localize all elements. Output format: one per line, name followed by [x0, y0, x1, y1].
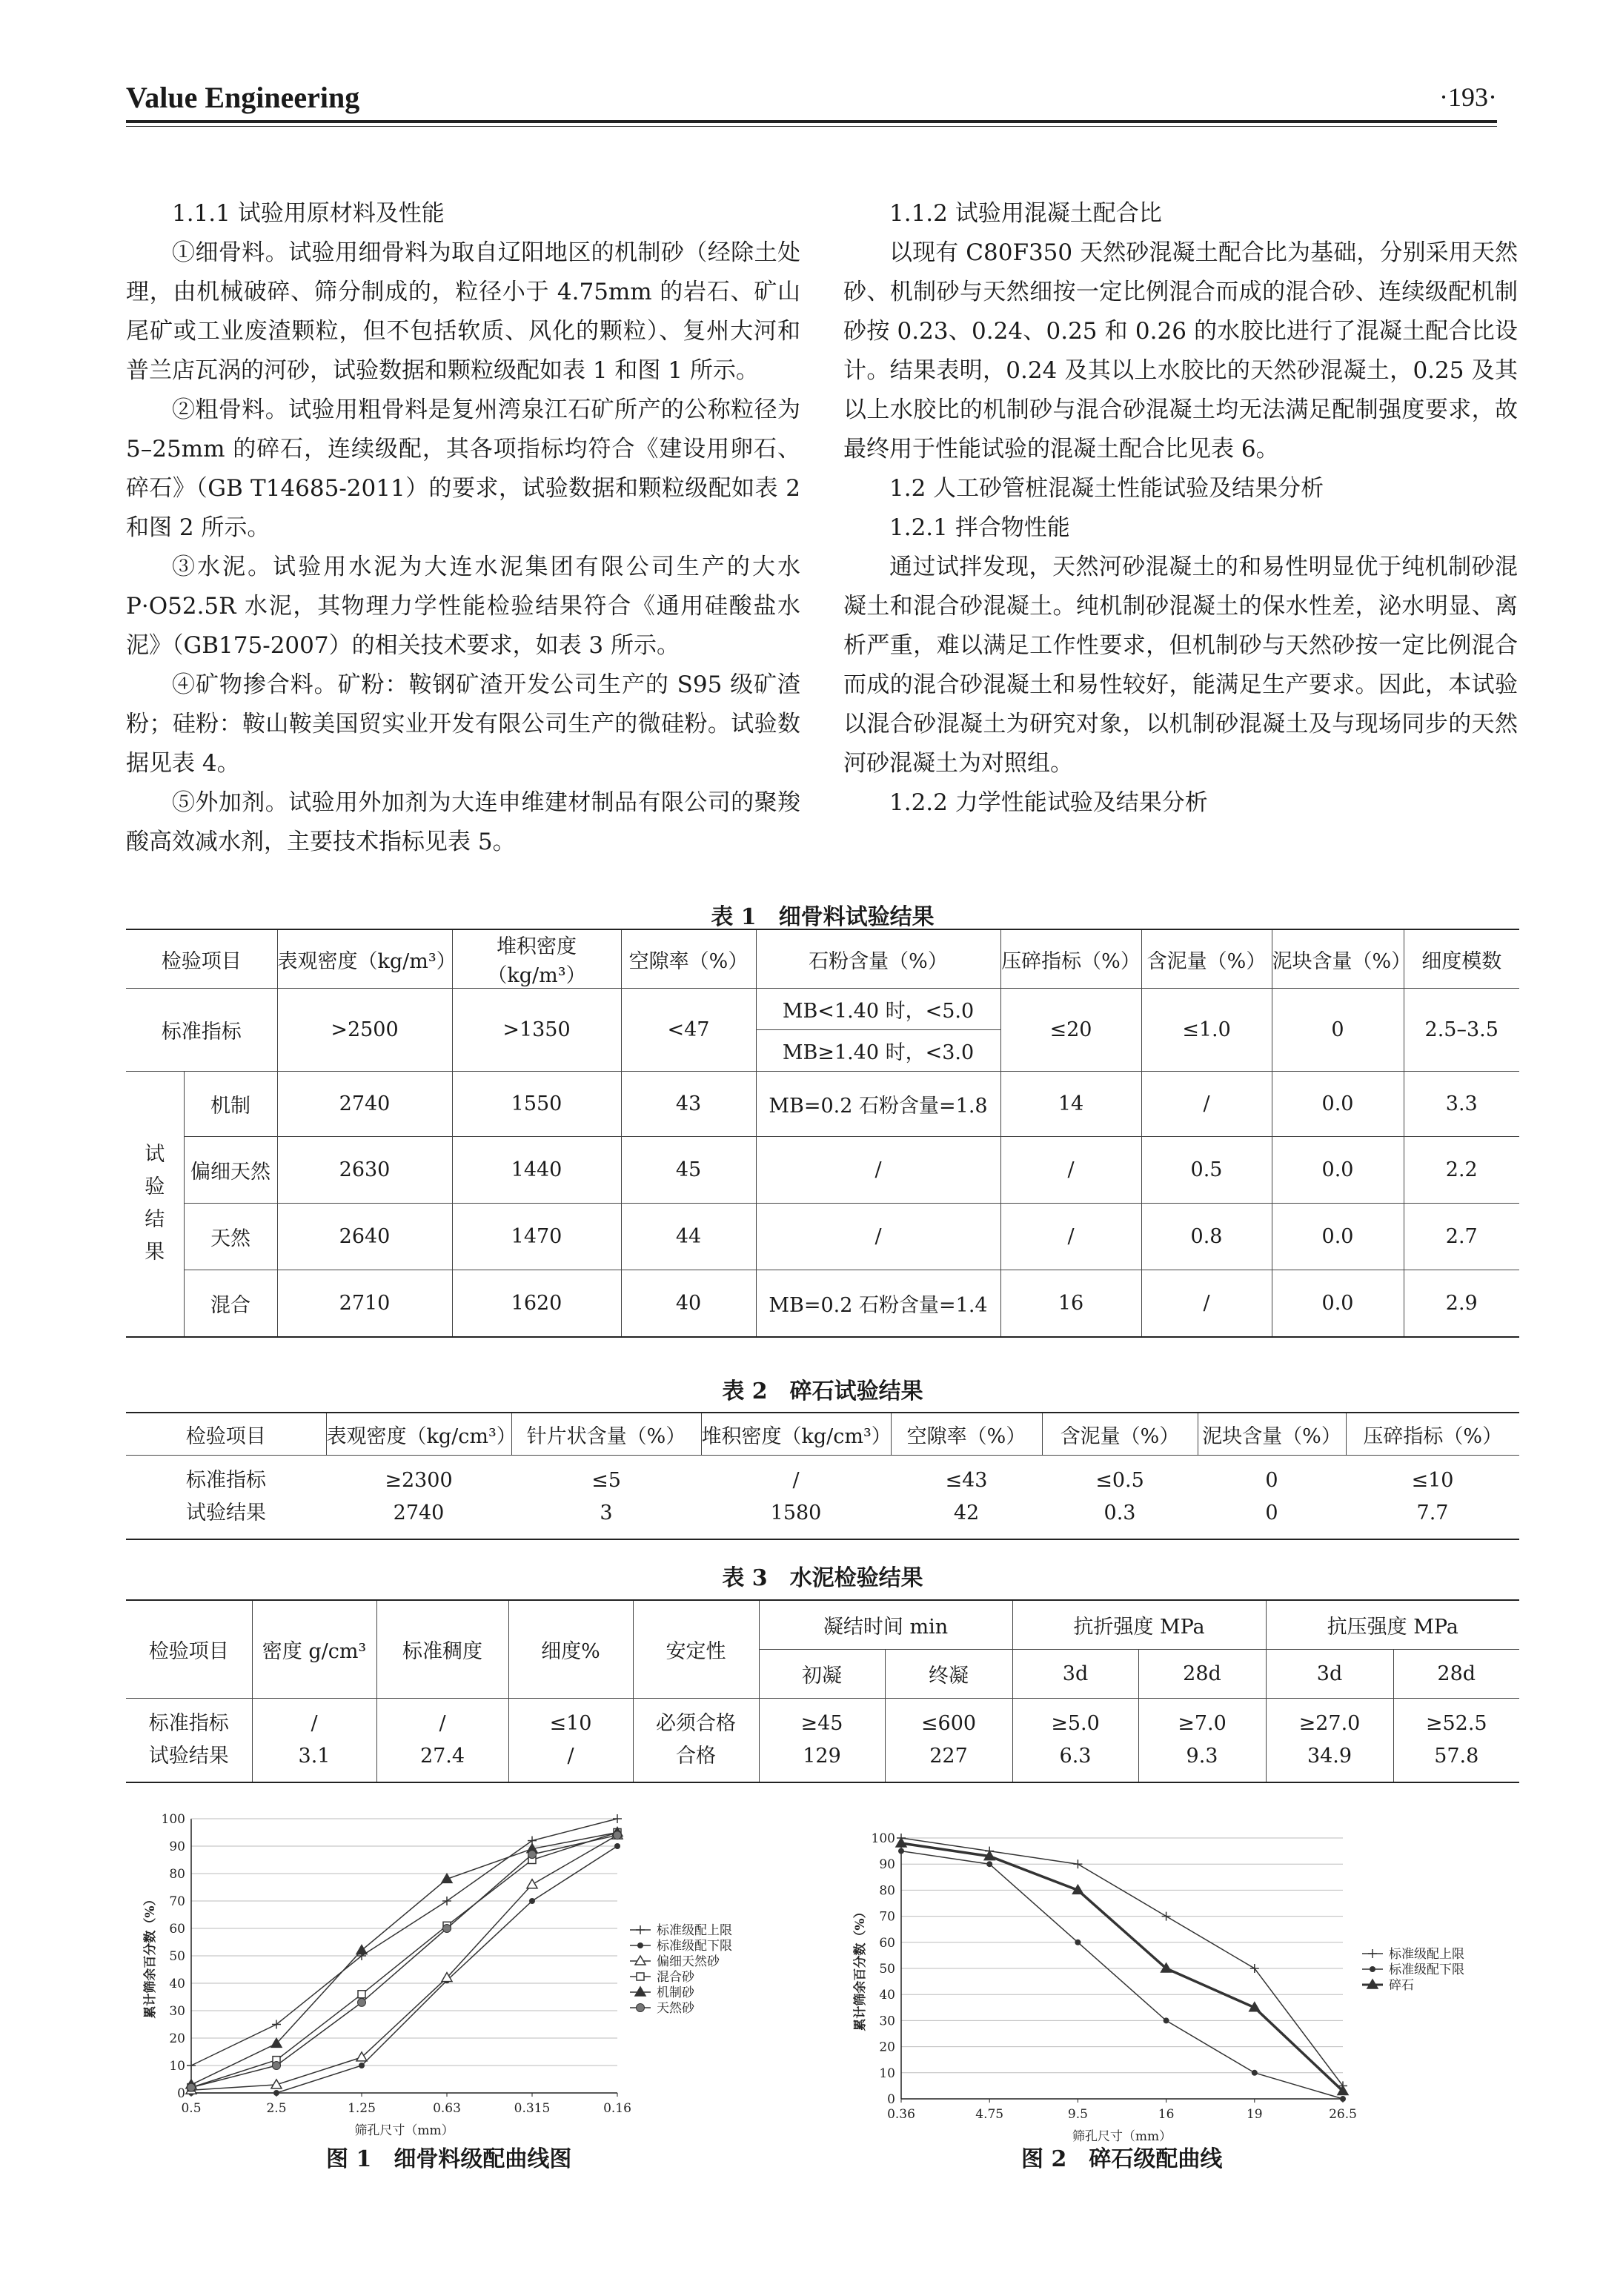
data-point [1250, 1964, 1259, 1973]
table-cell: ≥27.0 [1266, 1698, 1393, 1740]
table-cell: 1550 [452, 1072, 621, 1137]
table-cell: 0.0 [1272, 1204, 1404, 1270]
table-cell: 0.8 [1141, 1204, 1272, 1270]
header-rule-thick [126, 120, 1497, 123]
section-heading-1-2: 1.2 人工砂管桩混凝土性能试验及结果分析 [889, 475, 1324, 502]
data-point [529, 1898, 535, 1904]
data-point [1073, 1859, 1082, 1868]
y-tick-label: 60 [879, 1935, 895, 1951]
table-cell: <47 [621, 989, 756, 1072]
table-cell: 3 [600, 1502, 613, 1524]
table-header-cell: 泥块含量（%） [1272, 929, 1404, 989]
table-header-cell: 堆积密度（kg/m³） [452, 929, 621, 989]
y-axis-label: 累计筛余百分数（%） [143, 1893, 158, 2019]
y-tick-label: 30 [169, 2004, 185, 2019]
series-line [191, 1833, 617, 2085]
table-cell: 0.0 [1272, 1137, 1404, 1204]
data-point [442, 1897, 451, 1905]
data-point [443, 1925, 451, 1933]
table-header-cell: 检验项目 [126, 1600, 252, 1698]
table-header-cell: 标准稠度 [376, 1600, 508, 1698]
figure2-crushed-stone-grading-chart [837, 1808, 1519, 2144]
x-tick-label: 19 [1246, 2107, 1263, 2122]
y-tick-label: 0 [177, 2086, 185, 2101]
y-tick-label: 70 [169, 1894, 185, 1909]
table-cell: 227 [885, 1740, 1012, 1782]
table-cell: 0 [1265, 1502, 1278, 1524]
table-cell: 试验结果 [186, 1502, 266, 1524]
paragraph-workability: 通过试拌发现，天然河砂混凝土的和易性明显优于纯机制砂混凝土和混合砂混凝土。纯机制砂混凝土的保水性差，泌水明显、离析严重，难以满足工作性要求，但机制砂与天然砂按一定比例混合而成的混合砂混凝土和易性较好，能满足生产要求。因此，本试验以混合砂混凝土为研究对象，以机制砂混凝土及与现场同步的天然河砂混凝土为对照组。 [843, 554, 1518, 777]
table-row [126, 1270, 1519, 1337]
table-cell: / [1000, 1204, 1141, 1270]
legend-label: 标准级配下限 [657, 1939, 732, 1954]
data-point [614, 1831, 622, 1839]
paragraph-cement: ③水泥。试验用水泥为大连水泥集团有限公司生产的大水 P·O52.5R 水泥，其物理力学性能检验结果符合《通用硅酸盐水泥》（GB175-2007）的相关技术要求，如表 3 所示。 [126, 554, 800, 659]
x-axis-label: 筛孔尺寸（mm） [354, 2123, 454, 2138]
y-tick-label: 100 [161, 1812, 185, 1827]
table-header-cell: 含泥量（%） [1042, 1413, 1198, 1456]
table-header-cell: 空隙率（%） [891, 1413, 1042, 1456]
table-cell: 2740 [277, 1072, 452, 1137]
data-point [614, 1843, 620, 1849]
y-tick-label: 50 [879, 1962, 895, 1977]
table-cell: 1440 [452, 1137, 621, 1204]
data-point [1075, 1940, 1081, 1945]
legend-label: 标准级配下限 [1389, 1962, 1464, 1977]
y-tick-label: 0 [887, 2092, 895, 2107]
table-header-cell: 终凝 [885, 1649, 1012, 1698]
y-tick-label: 60 [169, 1922, 185, 1937]
table-cell: / [756, 1137, 1000, 1204]
table-header-cell: 密度 g/cm³ [252, 1600, 376, 1698]
table-cell: ≤10 [1411, 1469, 1454, 1492]
table-cell: 3.1 [252, 1740, 376, 1782]
data-point [1164, 2017, 1169, 2023]
data-point [359, 2063, 365, 2068]
table-row [126, 1456, 1519, 1498]
table-cell: / [508, 1740, 633, 1782]
table-cell: 57.8 [1393, 1740, 1519, 1782]
table1-header-row [126, 929, 1519, 989]
table-cell: MB=0.2 石粉含量=1.4 [756, 1270, 1000, 1337]
table2-crushed-stone [126, 1412, 1519, 1540]
data-point [635, 1956, 645, 1965]
table-row [126, 1740, 1519, 1782]
series-line [191, 1819, 617, 2066]
table-cell: 0.5 [1141, 1137, 1272, 1204]
table-cell: 2630 [277, 1137, 452, 1204]
y-tick-label: 10 [879, 2066, 895, 2081]
table3-header-row [126, 1600, 1519, 1649]
table-cell: / [1141, 1072, 1272, 1137]
table-cell: 偏细天然 [184, 1137, 277, 1204]
table-row [126, 1698, 1519, 1740]
table-cell: ≥7.0 [1138, 1698, 1266, 1740]
paragraph-mineral-admixture: ④矿物掺合料。矿粉：鞍钢矿渣开发公司生产的 S95 级矿渣粉；硅粉：鞍山鞍美国贸实业开发有限公司生产的微硅粉。试验数据见表 4。 [126, 671, 800, 777]
table-header-cell: 细度模数 [1404, 929, 1519, 989]
table-header-cell: 检验项目 [126, 929, 277, 989]
legend-label: 机制砂 [657, 1985, 694, 2000]
data-point [637, 1973, 644, 1980]
legend-label: 标准级配上限 [1389, 1947, 1464, 1962]
table2-header-row [126, 1413, 1519, 1456]
data-point [986, 1861, 992, 1867]
table-header-cell: 压碎指标（%） [1000, 929, 1141, 989]
table-cell: ≥5.0 [1012, 1698, 1138, 1740]
data-point [1370, 1966, 1375, 1972]
data-point [613, 1814, 622, 1823]
data-point [1162, 1912, 1171, 1921]
y-tick-label: 20 [169, 2031, 185, 2046]
section-heading-1-2-2: 1.2.2 力学性能试验及结果分析 [889, 789, 1208, 816]
table-header-cell: 检验项目 [126, 1413, 326, 1456]
table-cell: ≤20 [1000, 989, 1141, 1072]
table-cell: 9.3 [1138, 1740, 1266, 1782]
x-tick-label: 1.25 [348, 2101, 376, 2116]
table-cell: / [1141, 1270, 1272, 1337]
table-cell: 1620 [452, 1270, 621, 1337]
legend-label: 天然砂 [657, 2001, 694, 2016]
x-tick-label: 0.36 [887, 2107, 915, 2122]
section-heading-1-1-1: 1.1.1 试验用原材料及性能 [172, 200, 445, 227]
table-cell: 标准指标 [186, 1469, 266, 1492]
table-cell: MB<1.40 时，<5.0 [756, 989, 1000, 1030]
table-header-cell: 含泥量（%） [1141, 929, 1272, 989]
table-cell: 1470 [452, 1204, 621, 1270]
page-number: ·193· [1439, 82, 1497, 112]
data-point [356, 1945, 367, 1954]
table-header-cell: 表观密度（kg/m³） [277, 929, 452, 989]
table-cell: 机制 [184, 1072, 277, 1137]
figure1-caption: 图 1 细骨料级配曲线图 [326, 2146, 572, 2172]
table-header-cell: 石粉含量（%） [756, 929, 1000, 989]
y-tick-label: 40 [879, 1988, 895, 2003]
series-line [191, 1835, 617, 2087]
data-point [898, 1848, 904, 1854]
table-cell: 试验结果 [148, 1744, 229, 1768]
data-point [1368, 1949, 1377, 1958]
section-heading-1-2-1: 1.2.1 拌合物性能 [889, 514, 1070, 541]
table2-caption: 表 2 碎石试验结果 [722, 1378, 923, 1404]
x-axis-label: 筛孔尺寸（mm） [1072, 2129, 1172, 2144]
table-cell: ≥45 [759, 1698, 885, 1740]
y-tick-label: 20 [879, 2040, 895, 2055]
table1-caption: 表 1 细骨料试验结果 [711, 904, 935, 930]
table-cell: 45 [621, 1137, 756, 1204]
x-tick-label: 0.5 [181, 2101, 202, 2116]
table3-caption: 表 3 水泥检验结果 [722, 1565, 923, 1591]
paragraph-additive: ⑤外加剂。试验用外加剂为大连申维建材制品有限公司的聚羧酸高效减水剂，主要技术指标见表 5。 [126, 789, 800, 855]
table-cell: 0.3 [1103, 1502, 1136, 1524]
table-row [126, 1497, 1519, 1539]
x-tick-label: 16 [1158, 2107, 1175, 2122]
table-cell: 必须合格 [633, 1698, 759, 1740]
table-header-cell: 3d [1266, 1649, 1393, 1698]
table-header-cell: 针片状含量（%） [511, 1413, 701, 1456]
table-cell: MB=0.2 石粉含量=1.8 [756, 1072, 1000, 1137]
y-axis-label: 累计筛余百分数（%） [853, 1905, 868, 2031]
table-cell: 2740 [393, 1502, 445, 1524]
data-point [637, 1942, 643, 1948]
section-heading-1-1-2: 1.1.2 试验用混凝土配合比 [889, 200, 1162, 227]
table-row [126, 1204, 1519, 1270]
paragraph-fine-aggregate: ①细骨料。试验用细骨料为取自辽阳地区的机制砂（经除土处理，由机械破碎、筛分制成的，粒径小于 4.75mm 的岩石、矿山尾矿或工业废渣颗粒，但不包括软质、风化的颗粒）、复州大河和普兰店瓦涡的河砂，试验数据和颗粒级配如表 1 和图 1 所示。 [126, 239, 800, 384]
x-tick-label: 4.75 [975, 2107, 1004, 2122]
table-cell: >1350 [452, 989, 621, 1072]
table-cell: 合格 [633, 1740, 759, 1782]
y-tick-label: 70 [879, 1909, 895, 1925]
series-line [901, 1838, 1343, 2086]
data-point [187, 2083, 196, 2091]
right-column [843, 194, 1518, 823]
x-tick-label: 9.5 [1067, 2107, 1088, 2122]
table-cell: 0.0 [1272, 1072, 1404, 1137]
table1-standard-row [126, 989, 1519, 1030]
table-header-cell: 初凝 [759, 1649, 885, 1698]
table-header-cell: 凝结时间 min [759, 1600, 1012, 1649]
table-cell: 0.0 [1272, 1270, 1404, 1337]
data-point [637, 2004, 645, 2012]
y-tick-label: 10 [169, 2059, 185, 2074]
table-cell: ≥52.5 [1393, 1698, 1519, 1740]
series-line [901, 1851, 1343, 2099]
table-row [126, 1137, 1519, 1204]
page-header [126, 73, 1497, 125]
y-tick-label: 30 [879, 2014, 895, 2029]
table-cell: 2.5–3.5 [1404, 989, 1519, 1072]
legend-label: 偏细天然砂 [657, 1954, 720, 1969]
data-point [358, 1991, 365, 1998]
table-cell: / [792, 1469, 800, 1492]
table-cell: 2.7 [1404, 1204, 1519, 1270]
paragraph-coarse-aggregate: ②粗骨料。试验用粗骨料是复州湾泉江石矿所产的公称粒径为 5–25mm 的碎石，连续级配，其各项指标均符合《建设用卵石、碎石》（GB T14685-2011）的要求，试验数据和颗粒级配如表 2 和图 2 所示。 [126, 397, 800, 541]
y-tick-label: 50 [169, 1949, 185, 1964]
table-cell: 0 [1272, 989, 1404, 1072]
table-header-cell: 压碎指标（%） [1346, 1413, 1519, 1456]
data-point [358, 1998, 366, 2006]
table-header-cell: 28d [1393, 1649, 1519, 1698]
table-cell: 7.7 [1416, 1502, 1449, 1524]
table-header-cell: 堆积密度（kg/cm³） [701, 1413, 891, 1456]
y-tick-label: 90 [169, 1839, 185, 1854]
legend-label: 碎石 [1389, 1978, 1414, 1993]
y-tick-label: 80 [879, 1883, 895, 1899]
table-header-cell: 安定性 [633, 1600, 759, 1698]
data-point [1252, 2070, 1258, 2076]
table-cell: ≤1.0 [1141, 989, 1272, 1072]
table-cell: ≤600 [885, 1698, 1012, 1740]
data-point [187, 2061, 196, 2070]
table-cell: 34.9 [1266, 1740, 1393, 1782]
table-header-cell: 3d [1012, 1649, 1138, 1698]
paragraph-mix-design: 以现有 C80F350 天然砂混凝土配合比为基础，分别采用天然砂、机制砂与天然细按一定比例混合而成的混合砂、连续级配机制砂按 0.23、0.24、0.25 和 0.26 的水胶比进行了混凝土配合比设计。结果表明，0.24 及其以上水胶比的天然砂混凝土，0.25 及其以上水胶比的机制砂与混合砂混凝土均无法满足配制强度要求，故最终用于性能试验的混凝土配合比见表 6。 [843, 239, 1518, 462]
table-cell: >2500 [277, 989, 452, 1072]
table-cell: 42 [953, 1502, 980, 1524]
table-cell: 0 [1265, 1469, 1278, 1492]
table-cell: / [376, 1698, 508, 1740]
table-header-cell: 抗压强度 MPa [1266, 1600, 1519, 1649]
table1-fine-aggregate [126, 929, 1519, 1338]
table-cell: 2.9 [1404, 1270, 1519, 1337]
y-tick-label: 80 [169, 1867, 185, 1882]
table-cell: ≤0.5 [1095, 1469, 1144, 1492]
legend-label: 混合砂 [657, 1970, 694, 1985]
y-tick-label: 90 [879, 1857, 895, 1873]
legend-label: 标准级配上限 [657, 1923, 732, 1938]
x-tick-label: 0.16 [603, 2101, 631, 2116]
figure1-fine-aggregate-grading-chart [126, 1808, 793, 2138]
journal-title: Value Engineering [126, 81, 360, 114]
series-line [191, 1833, 617, 2088]
table-cell: ≤5 [591, 1469, 621, 1492]
data-point [1340, 2096, 1346, 2102]
table-cell: ≤43 [945, 1469, 988, 1492]
table-cell: 混合 [184, 1270, 277, 1337]
table-cell: 2710 [277, 1270, 452, 1337]
table-cell: MB≥1.40 时，<3.0 [756, 1030, 1000, 1072]
table-cell: 天然 [184, 1204, 277, 1270]
table-cell: 2640 [277, 1204, 452, 1270]
data-point [636, 1925, 645, 1934]
data-point [528, 1851, 537, 1859]
figure2-caption: 图 2 碎石级配曲线 [1021, 2146, 1223, 2172]
table-header-cell: 细度% [508, 1600, 633, 1698]
table-header-cell: 28d [1138, 1649, 1266, 1698]
x-tick-label: 2.5 [266, 2101, 287, 2116]
data-point [273, 2062, 281, 2070]
y-tick-label: 40 [169, 1977, 185, 1991]
table3-cement [126, 1599, 1519, 1783]
table-cell: ≥2300 [385, 1469, 453, 1492]
table-cell: 标准指标 [126, 989, 277, 1072]
table-row [126, 1072, 1519, 1137]
table-cell: 1580 [770, 1502, 822, 1524]
series-line [191, 1846, 617, 2093]
data-point [527, 1879, 537, 1888]
table-header-cell: 泥块含量（%） [1198, 1413, 1346, 1456]
table-cell: 3.3 [1404, 1072, 1519, 1137]
table-cell: 14 [1000, 1072, 1141, 1137]
table-cell: 43 [621, 1072, 756, 1137]
table-cell: 16 [1000, 1270, 1141, 1337]
table-cell: / [1000, 1137, 1141, 1204]
table-cell: / [756, 1204, 1000, 1270]
table-header-cell: 抗折强度 MPa [1012, 1600, 1266, 1649]
table1-group-label: 试 验 结 果 [126, 1072, 184, 1337]
header-rule-thin [126, 126, 1497, 127]
left-column [126, 194, 800, 862]
x-tick-label: 0.63 [433, 2101, 461, 2116]
table-header-cell: 表观密度（kg/cm³） [326, 1413, 511, 1456]
table-cell: 标准指标 [148, 1711, 229, 1735]
y-tick-label: 100 [871, 1831, 895, 1846]
table-cell: ≤10 [508, 1698, 633, 1740]
table-cell: 2.2 [1404, 1137, 1519, 1204]
table-cell: 44 [621, 1204, 756, 1270]
data-point [635, 1987, 645, 1996]
table-cell: / [252, 1698, 376, 1740]
x-tick-label: 26.5 [1329, 2107, 1357, 2122]
x-tick-label: 0.315 [514, 2101, 551, 2116]
table-cell: 27.4 [376, 1740, 508, 1782]
table-cell: 129 [759, 1740, 885, 1782]
table-cell: 6.3 [1012, 1740, 1138, 1782]
table-header-cell: 空隙率（%） [621, 929, 756, 989]
series-line [901, 1843, 1343, 2091]
data-point [273, 2090, 279, 2096]
table-cell: 40 [621, 1270, 756, 1337]
